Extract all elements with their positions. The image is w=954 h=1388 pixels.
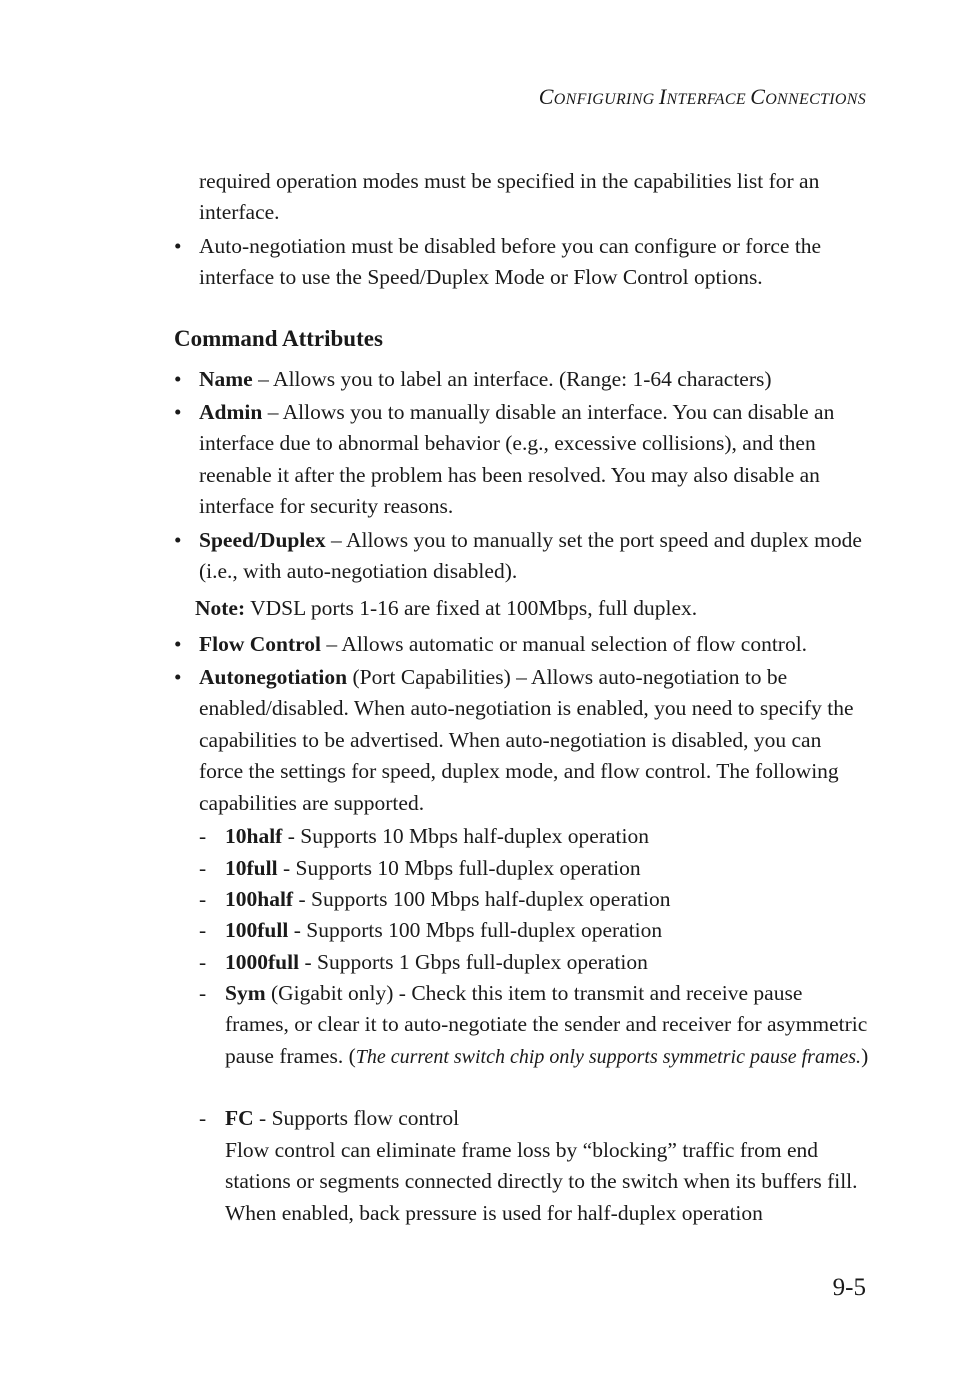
attr-speed-term: Speed/Duplex (199, 528, 326, 552)
cap-desc: - Supports flow control (253, 1106, 460, 1130)
dash-marker: - (199, 824, 207, 848)
cap-desc: - Supports 100 Mbps half-duplex operation (293, 887, 671, 911)
cap-10full (225, 853, 870, 884)
cap-desc: - Supports 100 Mbps full-duplex operation (288, 918, 663, 942)
dash-marker: - (199, 856, 207, 880)
bullet-marker: • (174, 400, 182, 424)
attr-flow-term: Flow Control (199, 632, 322, 656)
cap-100full (225, 915, 870, 946)
attr-auto-desc: (Port Capabilities) – Allows auto-negotiation to be enabled/disabled. When auto-negotiation is enabled, you need to specify the capabilities to be advertised. When auto-negotiation is disabled, you can force the settings for speed, duplex mode, and flow control. The following capabilities are supported. (199, 665, 854, 815)
cap-term: 100half (225, 887, 294, 911)
page-number: 9-5 (832, 1274, 866, 1301)
dash-marker: - (199, 981, 207, 1005)
bullet-marker: • (174, 528, 182, 552)
cap-fc-detail: Flow control can eliminate frame loss by “blocking” traffic from end stations or segments connected directly to the switch when its buffers fill. When enabled, back pressure is used for half-duplex operation (225, 1138, 858, 1225)
note-text: VDSL ports 1-16 are fixed at 100Mbps, full duplex. (245, 596, 698, 620)
attr-flow-desc: – Allows automatic or manual selection of flow control. (321, 632, 808, 656)
dash-marker: - (199, 887, 207, 911)
cap-term: FC (225, 1106, 254, 1130)
attr-flow-control (199, 629, 869, 660)
attr-auto-term: Autonegotiation (199, 665, 348, 689)
cap-100half (225, 884, 870, 915)
cap-fc (225, 1103, 870, 1134)
running-header: CONFIGURING INTERFACE CONNECTIONS (538, 84, 866, 109)
bullet-marker: • (174, 367, 182, 391)
attr-admin-desc: – Allows you to manually disable an interface. You can disable an interface due to abnormal behavior (e.g., excessive collisions), and then reenable it after the problem has been resolved. You may also disable an interface for security reasons. (199, 400, 835, 519)
attr-speed-desc: – Allows you to manually set the port speed and duplex mode (i.e., with auto-negotiation disabled). (199, 528, 862, 584)
dash-marker: - (199, 1106, 207, 1130)
attr-name-term: Name (199, 367, 253, 391)
cap-1000full (225, 947, 870, 978)
intro-bullet-text: Auto-negotiation must be disabled before you can configure or force the interface to use the Speed/Duplex Mode or Flow Control options. (199, 234, 822, 290)
section-heading: Command Attributes (174, 326, 383, 351)
cap-term: 100full (225, 918, 289, 942)
dash-marker: - (199, 918, 207, 942)
intro-continuation: required operation modes must be specified in the capabilities list for an interface. (199, 169, 820, 225)
cap-term: 1000full (225, 950, 300, 974)
attr-speed-duplex (199, 525, 869, 588)
attr-name-desc: – Allows you to label an interface. (Range: 1-64 characters) (252, 367, 772, 391)
note (195, 593, 697, 624)
attr-autonegotiation (199, 662, 869, 819)
cap-desc: - Supports 10 Mbps full-duplex operation (277, 856, 641, 880)
attr-name (199, 364, 869, 395)
cap-desc: - Supports 10 Mbps half-duplex operation (282, 824, 649, 848)
bullet-marker: • (174, 632, 182, 656)
cap-term: Sym (225, 981, 266, 1005)
attr-admin-term: Admin (199, 400, 263, 424)
bullet-marker: • (174, 665, 182, 689)
cap-desc: - Supports 1 Gbps full-duplex operation (299, 950, 648, 974)
cap-sym: Sym (Gigabit only) - Check this item to transmit and receive pause frames, or clear it to auto-negotiate the sender and receiver for asymmetric pause frames. (The current switch chip only supports symmetric pause frames.) (225, 981, 869, 1068)
dash-marker: - (199, 950, 207, 974)
cap-sym-italic-note: The current switch chip only supports symmetric pause frames. (355, 1045, 862, 1068)
cap-term: 10full (225, 856, 278, 880)
note-label: Note: (195, 596, 246, 620)
cap-desc: (Gigabit only) - Check this item to transmit and receive pause frames, or clear it to auto-negotiate the sender and receiver for asymmetric pause frames. ( (225, 981, 868, 1068)
bullet-marker: • (174, 234, 182, 258)
attr-admin (199, 397, 869, 523)
cap-term: 10half (225, 824, 283, 848)
cap-10half (225, 821, 870, 852)
